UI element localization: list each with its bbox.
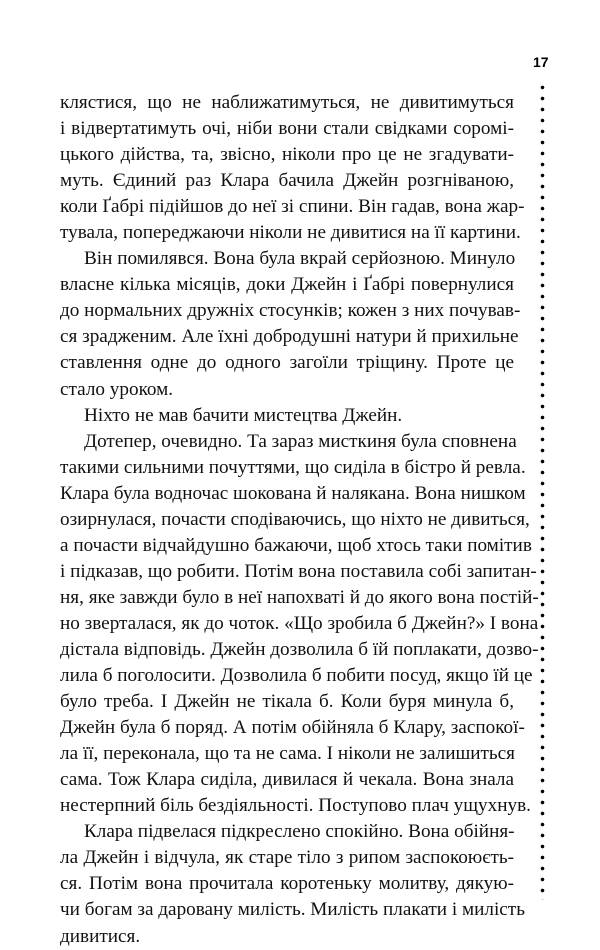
text-line: а почасти відчайдушно бажаючи, щоб хтось таки помітив	[60, 534, 532, 556]
page-number: 17	[533, 54, 549, 70]
paragraph	[60, 90, 525, 246]
text-line: дістала відповідь. Джейн дозволила б їй поплакати, дозво-	[60, 638, 539, 660]
text-line: нестерпний біль бездіяльності. Поступово плач ущухнув.	[60, 795, 531, 817]
text-line: ла Джейн і відчула, як старе тіло з рипом заспокоюєть-	[60, 847, 514, 869]
text-line: Джейн була б поряд. А потім обійняла б Клару, заспокої-	[60, 717, 525, 739]
text-line: дивитися.	[60, 925, 141, 947]
text-line: муть. Єдиний раз Клара бачила Джейн розгніваною,	[60, 170, 514, 192]
text-line: но зверталася, як до чоток. «Що зробила б Джейн?» І вона	[60, 612, 539, 634]
text-line: Клара підвелася підкреслено спокійно. Вона обійня-	[84, 821, 515, 843]
text-line: ставлення одне до одного загоїли тріщину. Проте це	[60, 352, 514, 374]
text-line: озирнулася, почасти сподіваючись, що ніхто не дивиться,	[60, 508, 530, 530]
text-line: Він помилявся. Вона була вкрай серйозною. Минуло	[84, 248, 516, 270]
text-line: Дотепер, очевидно. Та зараз мисткиня була сповнена	[84, 430, 517, 452]
text-line: такими сильними почуттями, що сиділа в бістро й ревла.	[60, 456, 526, 478]
paragraph	[60, 246, 521, 402]
text-line: чи богам за даровану милість. Милість плакати і милість	[60, 899, 525, 921]
text-line: Клара була водночас шокована й налякана. Вона нишком	[60, 482, 526, 504]
text-line: власне кілька місяців, доки Джейн і Ґабрі повернулися	[60, 274, 514, 296]
text-line: сама. Тож Клара сиділа, дивилася й чекала. Вона знала	[60, 769, 514, 791]
text-line: і підказав, що робити. Потім вона поставила собі запитан-	[60, 560, 537, 582]
dotted-margin-rule	[540, 82, 545, 900]
body-text	[60, 90, 539, 950]
text-line: клястися, що не наближатимуться, не дивитимуться	[60, 92, 514, 113]
text-line: ся. Потім вона прочитала коротеньку молитву, дякую-	[60, 873, 514, 895]
text-line: ня, яке завжди було в неї напохваті й до якого вона постій-	[60, 586, 539, 608]
text-line: коли Ґабрі підійшов до неї зі спини. Він гадав, вона жар-	[60, 196, 525, 218]
text-line: стало уроком.	[60, 378, 174, 400]
text-line: було треба. І Джейн не тікала б. Коли буря минула б,	[60, 691, 514, 713]
paragraph	[60, 819, 525, 949]
paragraph	[60, 403, 514, 429]
text-line: ся зрадженим. Але їхні добродушні натури й прихильне	[60, 326, 519, 348]
text-line: цького дійства, та, звісно, ніколи про це не згадувати-	[60, 144, 514, 166]
text-line: Ніхто не мав бачити мистецтва Джейн.	[84, 404, 403, 426]
text-line: лила б поголосити. Дозволила б побити посуд, якщо їй це	[60, 665, 533, 687]
text-line: до нормальних дружніх стосунків; кожен з них почував-	[60, 300, 521, 322]
text-line: і відвертатимуть очі, ніби вони стали свідками соромі-	[60, 118, 514, 140]
paragraph	[60, 429, 539, 820]
text-line: ла її, переконала, що та не сама. І ніколи не залишиться	[60, 743, 516, 765]
text-line: тувала, попереджаючи ніколи не дивитися на її картини.	[60, 222, 521, 244]
